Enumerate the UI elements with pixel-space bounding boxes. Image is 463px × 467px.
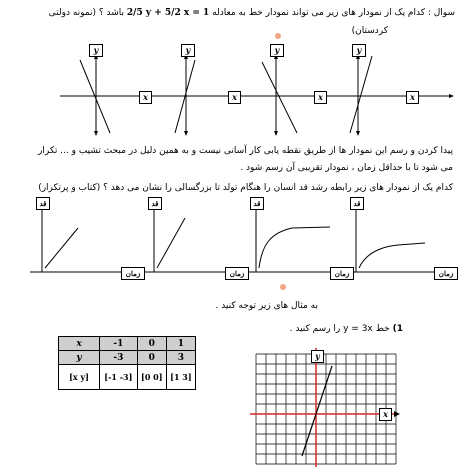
table-cell: -3 [100, 351, 138, 365]
values-table [58, 336, 196, 390]
height-axis-label: قد [250, 197, 264, 210]
question1-equation: 2/5 y + 5/2 x = 1 [126, 8, 210, 18]
x-axis-label: x [314, 91, 327, 104]
table-cell: y [59, 351, 100, 365]
table-cell: [0 0] [137, 365, 166, 390]
x-axis-label: x [228, 91, 241, 104]
example1-text: خط y = 3x را رسم کنید . [289, 324, 390, 334]
x-axis-label: x [139, 91, 152, 104]
table-cell: 0 [137, 351, 166, 365]
y-axis-label: y [270, 44, 284, 57]
table-cell: [x y] [59, 365, 100, 390]
table-cell: 1 [166, 337, 195, 351]
x-axis-label: x [406, 91, 419, 104]
y-axis-label: y [311, 350, 324, 363]
table-cell: [-1 -3] [100, 365, 138, 390]
height-axis-label: قد [148, 197, 162, 210]
question1-line1 [5, 6, 455, 20]
table-cell: -1 [100, 337, 138, 351]
example1 [290, 322, 403, 336]
time-axis-label: زمان [330, 267, 354, 280]
question1-line2: کردستان) [351, 26, 388, 36]
y-axis-label: y [181, 44, 195, 57]
time-axis-label: زمان [121, 267, 145, 280]
question1-graphs [0, 38, 463, 138]
time-axis-label: زمان [225, 267, 249, 280]
example1-number: 1) [392, 324, 403, 334]
question2-text: کدام یک از نمودار های زیر رابطه رشد قد انسان را هنگام تولد تا بزرگسالی را نشان می دهد ؟ (کتاب و پرتکرار) [38, 183, 453, 193]
table-cell: [1 3] [166, 365, 195, 390]
highlight-dot [280, 284, 286, 290]
table-cell: 0 [137, 337, 166, 351]
y-axis-label: y [89, 44, 103, 57]
table-row [59, 365, 196, 390]
height-axis-label: قد [350, 197, 364, 210]
paragraph-line1: پیدا کردن و رسم این نمودار ها از طریق نقطه یابی کار آسانی نیست و به همین دلیل در مبحث تشیب و ... تکرار [38, 146, 453, 156]
question1-text: سوال : کدام یک از نمودار های زیر می تواند نمودار خط به معادله [212, 8, 455, 18]
height-axis-label: قد [36, 197, 50, 210]
x-axis-label: x [379, 408, 392, 421]
paragraph-line2: می شود تا با حداقل زمان ، نمودار تقریبی آن رسم شود . [240, 163, 453, 173]
examples-heading: به مثال های زیر توجه کنید . [215, 301, 318, 311]
time-axis-label: زمان [434, 267, 458, 280]
question1-text-end: باشد ؟ (نمونه دولتی [48, 8, 125, 18]
table-cell: x [59, 337, 100, 351]
table-cell: 3 [166, 351, 195, 365]
table-row [59, 351, 196, 365]
grid-graph [250, 348, 400, 467]
table-row [59, 337, 196, 351]
y-axis-label: y [352, 44, 366, 57]
